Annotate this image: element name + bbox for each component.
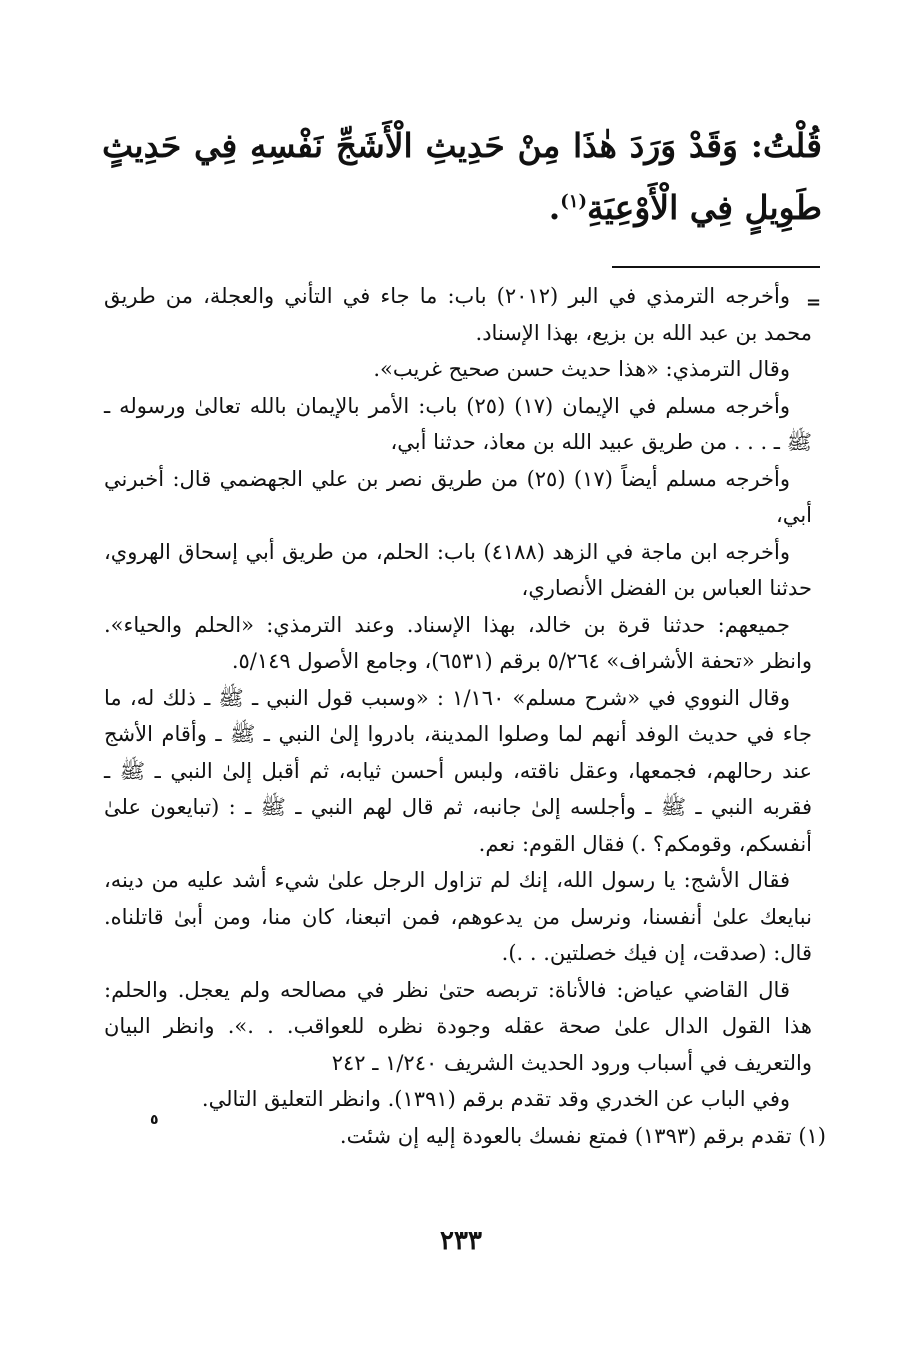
footnote-paragraph: جميعهم: حدثنا قرة بن خالد، بهذا الإسناد. وعند الترمذي: «الحلم والحياء». وانظر «تحفة الأشراف» ٥/٢٦٤ برقم (٦٥٣١)، وجامع الأصول ٥/١٤٩. [104, 612, 812, 673]
footnote-separator-rule [612, 266, 820, 268]
footnote-paragraph: وأخرجه ابن ماجة في الزهد (٤١٨٨) باب: الحلم، من طريق أبي إسحاق الهروي، حدثنا العباس بن الفضل الأنصاري، [104, 539, 812, 600]
footnotes-block [104, 278, 826, 1154]
footnote-paragraph: وقال النووي في «شرح مسلم» ١/١٦٠ : «وسبب قول النبي ـ ﷺ ـ ذلك له، ما جاء في حديث الوفد أنهم لما وصلوا المدينة، بادروا إلىٰ النبي ـ ﷺ ـ وأقام الأشج عند رحالهم، فجمعها، وعقل ناقته، ولبس أحسن ثيابه، ثم أقبل إلىٰ النبي ـ ﷺ ـ فقربه النبي ـ ﷺ ـ وأجلسه إلىٰ جانبه، ثم قال لهم النبي ـ ﷺ ـ : (تبايعون علىٰ أنفسكم، وقومكم؟ .) فقال القوم: نعم. [104, 685, 812, 856]
stray-mark: ٥ [150, 1112, 159, 1128]
footnote-one: (١) تقدم برقم (١٣٩٣) فمتع نفسك بالعودة إليه إن شئت. [339, 1123, 826, 1148]
footnote-reference-marker: (١) [560, 191, 587, 212]
footnote-paragraph: وقال الترمذي: «هذا حديث حسن صحيح غريب». [373, 357, 790, 381]
page-number: ٢٣٣ [440, 1226, 482, 1256]
main-text-lead: قُلْتُ: [750, 126, 822, 165]
footnote-paragraph: وأخرجه الترمذي في البر (٢٠١٢) باب: ما جاء في التأني والعجلة، من طريق محمد بن عبد الله بن بزيع، بهذا الإسناد. [104, 284, 812, 345]
footnote-paragraph: وفي الباب عن الخدري وقد تقدم برقم (١٣٩١). وانظر التعليق التالي. [201, 1087, 790, 1111]
footnote-paragraph: قال القاضي عياض: فالأناة: تربصه حتىٰ نظر في مصالحه ولم يعجل. والحلم: هذا القول الدال علىٰ صحة عقله وجودة نظره للعواقب. . .». وانظر البيان والتعريف في أسباب ورود الحديث الشريف ١/٢٤٠ ـ ٢٤٢ [104, 977, 812, 1075]
main-text-end: . [548, 188, 561, 227]
main-text-body: وَقَدْ وَرَدَ هٰذَا مِنْ حَدِيثِ الْأَشَجِّ نَفْسِهِ فِي حَدِيثٍ طَوِيلٍ فِي الْأَوْعِيَةِ [102, 126, 822, 227]
footnote-continuation-mark: = [806, 292, 822, 313]
footnote-paragraph: وأخرجه مسلم أيضاً (١٧) (٢٥) من طريق نصر بن علي الجهضمي قال: أخبرني أبي، [104, 466, 812, 527]
main-text-paragraph [102, 118, 822, 236]
footnote-paragraph: وأخرجه مسلم في الإيمان (١٧) (٢٥) باب: الأمر بالإيمان بالله تعالىٰ ورسوله ـ ﷺ ـ . . . من طريق عبيد الله بن معاذ، حدثنا أبي، [104, 393, 812, 454]
footnote-paragraph: فقال الأشج: يا رسول الله، إنك لم تزاول الرجل علىٰ شيء أشد عليه من دينه، نبايعك علىٰ أنفسنا، ونرسل من يدعوهم، فمن اتبعنا، كان منا، ومن أبىٰ قاتلناه. قال: (صدقت، إن فيك خصلتين. . .). [104, 868, 812, 965]
